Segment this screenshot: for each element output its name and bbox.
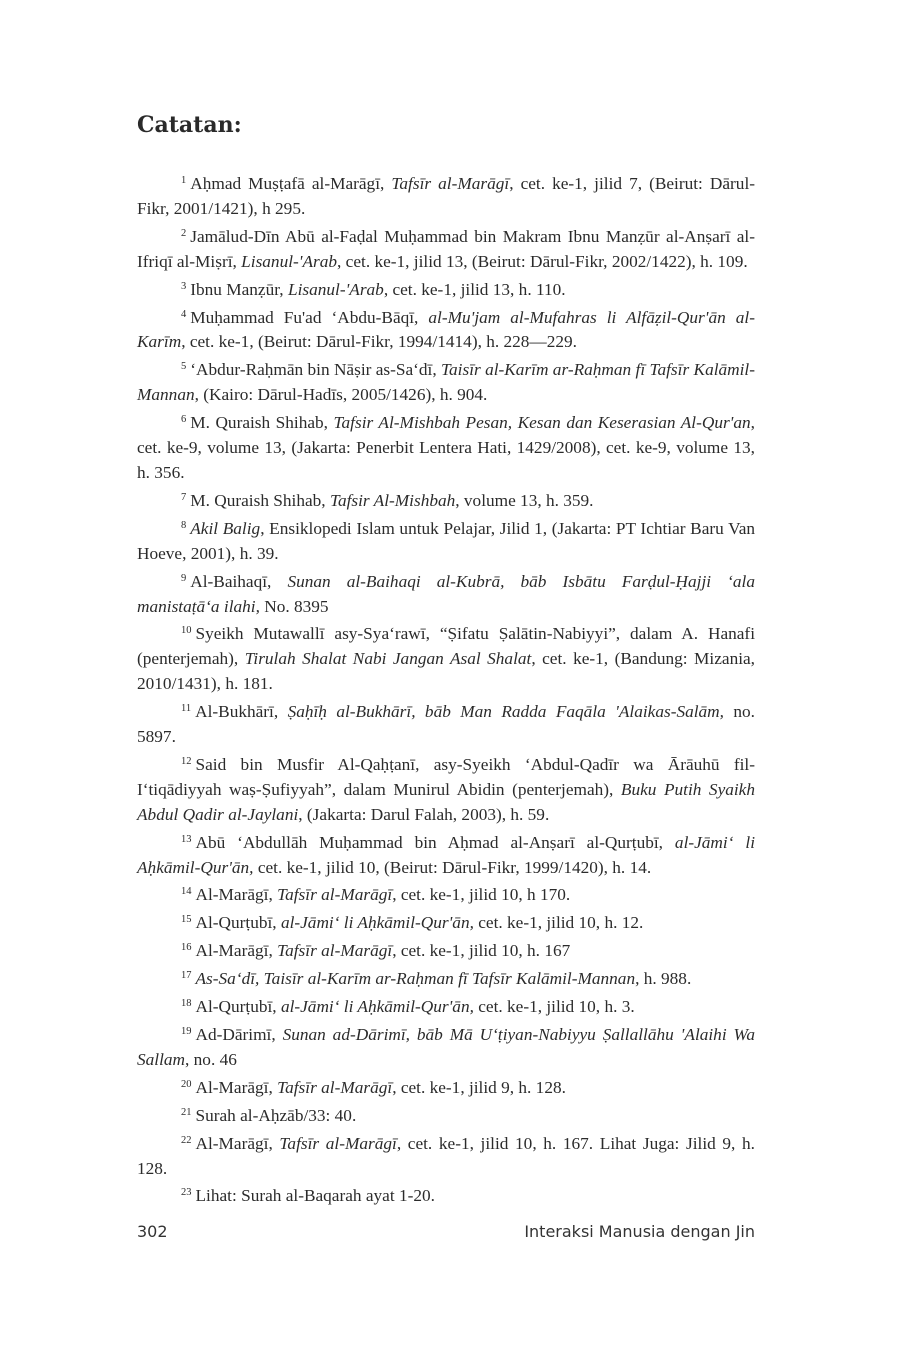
footnote-text: Jamālud-Dīn Abū al-Faḍal Muḥammad bin Makram Ibnu Manẓūr al-Anṣarī al-Ifriqī al-Miṣrī,: [137, 226, 755, 271]
running-title: Interaksi Manusia dengan Jin: [524, 1222, 755, 1241]
footnote-title: al-Jāmi‘ li Aḥkāmil-Qur'ān,: [137, 832, 755, 877]
footnote-text: , Ensiklopedi Islam untuk Pelajar, Jilid 1, (Jakarta: PT Ichtiar Baru Van Hoeve, 2001), h. 39.: [137, 518, 755, 563]
footnote: [137, 880, 755, 908]
footnote-text: Ibnu Manẓūr,: [190, 279, 288, 299]
footnotes-list: [137, 169, 755, 1209]
footnote-title: al-Mu'jam al-Mufahras li Alfāẓil-Qur'ān al-Karīm: [137, 307, 755, 352]
footnote-text: , cet. ke-9, volume 13, (Jakarta: Penerbit Lentera Hati, 1429/2008), cet. ke-9, volume 13, h. 356.: [137, 413, 755, 482]
footnote-number: 3: [181, 280, 187, 292]
footnote: [137, 992, 755, 1020]
footnote-text: , cet. ke-1, jilid 7, (Beirut: Dārul-Fikr, 2001/1421), h 295.: [137, 174, 755, 218]
footnote: [137, 486, 755, 514]
footnote: [137, 169, 755, 222]
footnote-number: 13: [181, 833, 192, 845]
footnote-number: 4: [181, 308, 187, 320]
footnote-number: 11: [181, 703, 192, 715]
footnote-title: Lisanul-'Arab: [241, 251, 338, 271]
footnote-text: , (Kairo: Dārul-Hadīs, 2005/1426), h. 904.: [194, 385, 488, 405]
footnote-text: M. Quraish Shihab,: [190, 490, 330, 510]
section-heading: Catatan:: [137, 112, 242, 138]
footnote-text: , (Jakarta: Darul Falah, 2003), h. 59.: [298, 804, 550, 824]
footnote-text: , cet. ke-1, jilid 13, (Beirut: Dārul-Fikr, 2002/1422), h. 109.: [337, 251, 748, 271]
footnote-number: 8: [181, 519, 187, 531]
footnote-text: , cet. ke-1, (Beirut: Dārul-Fikr, 1994/1414), h. 228—229.: [181, 332, 577, 352]
footnote: [137, 1129, 755, 1182]
footnote-number: 22: [181, 1134, 192, 1146]
footnote: [137, 697, 755, 750]
footnote-text: , cet. ke-1, jilid 10, h. 167: [392, 941, 571, 961]
footnote-text: Lihat: Surah al-Baqarah ayat 1-20.: [195, 1186, 435, 1206]
footnote: [137, 1101, 755, 1129]
footnote-text: , volume 13, h. 359.: [455, 490, 594, 510]
footnote: [137, 303, 755, 356]
footnote-text: Al-Qurṭubī,: [195, 913, 281, 933]
footnote: [137, 1020, 755, 1073]
footnote-title: Tafsīr al-Marāgī: [277, 885, 393, 905]
footnote-number: 21: [181, 1106, 192, 1118]
footnote: [137, 275, 755, 303]
footnote-number: 10: [181, 625, 192, 637]
footnote-title: Tafsīr al-Marāgī: [277, 1077, 393, 1097]
footnote-text: , cet. ke-1, jilid 13, h. 110.: [383, 279, 566, 299]
footnote-text: cet. ke-1, jilid 10, (Beirut: Dārul-Fikr, 1999/1420), h. 14.: [253, 857, 652, 877]
footnote-title: Taisīr al-Karīm ar-Raḥman fī Tafsīr Kalāmil-Mannan: [137, 360, 755, 405]
footnote-number: 5: [181, 361, 187, 373]
footnote-text: Al-Baihaqī,: [190, 571, 288, 591]
footnote-title: Tirulah Shalat Nabi Jangan Asal Shalat: [244, 649, 532, 669]
footnote-title: Lisanul-'Arab: [287, 279, 384, 299]
footnote-title: al-Jāmi‘ li Aḥkāmil-Qur'ān,: [280, 913, 474, 933]
footnote-text: , h. 988.: [635, 969, 692, 989]
footnote: [137, 750, 755, 828]
footnote-text: M. Quraish Shihab,: [190, 413, 334, 433]
footnote-title: Tafsir Al-Mishbah Pesan, Kesan dan Keserasian Al-Qur'an: [333, 413, 751, 433]
footnote-text: , cet. ke-1, jilid 9, h. 128.: [392, 1077, 566, 1097]
page-footer: [137, 1222, 755, 1244]
footnote-title: Akil Balig: [190, 518, 261, 538]
footnote-number: 20: [181, 1078, 192, 1090]
footnote-title: Tafsīr al-Marāgī: [391, 174, 510, 193]
footnote-title: Sunan al-Baihaqi al-Kubrā, bāb Isbātu Farḍul-Ḥajji ‘ala manistaṭā‘a ilahi,: [137, 571, 755, 616]
footnote-number: 17: [181, 970, 192, 982]
footnote-number: 16: [181, 942, 192, 954]
footnote-number: 1: [181, 175, 187, 186]
footnote-number: 14: [181, 886, 192, 898]
footnote-text: , cet. ke-1, jilid 10, h 170.: [392, 885, 571, 905]
footnote-title: Sunan ad-Dārimī, bāb Mā U‘ṭiyan-Nabiyyu Ṣallallāhu 'Alaihi Wa Sallam: [137, 1025, 755, 1069]
footnote-text: cet. ke-1, jilid 10, h. 3.: [473, 997, 635, 1017]
footnote: [137, 567, 755, 620]
footnote-text: Al-Marāgī,: [195, 885, 278, 905]
footnote-text: Al-Qurṭubī,: [195, 997, 281, 1017]
footnote-number: 18: [181, 998, 192, 1010]
footnote-text: Al-Marāgī,: [195, 1077, 278, 1097]
footnote-number: 2: [181, 227, 187, 239]
footnote: [137, 619, 755, 697]
footnote-text: Al-Bukhārī,: [195, 702, 288, 722]
footnote-number: 6: [181, 414, 187, 426]
footnote-number: 19: [181, 1026, 192, 1037]
footnote-number: 7: [181, 491, 187, 503]
footnote-title: al-Jāmi‘ li Aḥkāmil-Qur'ān,: [280, 997, 474, 1017]
footnote-text: Ad-Dārimī,: [195, 1025, 283, 1044]
footnote-text: No. 8395: [259, 596, 329, 616]
footnote-text: , cet. ke-1, jilid 10, h. 167. Lihat Juga: Jilid 9, h. 128.: [137, 1133, 755, 1178]
footnote-number: 15: [181, 914, 192, 926]
footnote: [137, 908, 755, 936]
footnote: [137, 936, 755, 964]
footnote-text: Al-Marāgī,: [195, 941, 278, 961]
footnote-title: Tafsīr al-Marāgī: [279, 1133, 397, 1153]
footnote: [137, 1181, 755, 1209]
footnote-text: cet. ke-1, jilid 10, h. 12.: [473, 913, 644, 933]
footnote: [137, 222, 755, 275]
footnote: [137, 355, 755, 408]
footnote-text: Surah al-Aḥzāb/33: 40.: [195, 1105, 357, 1125]
footnote-text: ‘Abdur-Raḥmān bin Nāṣir as-Sa‘dī,: [190, 360, 442, 380]
footnote-number: 23: [181, 1187, 192, 1199]
footnote-text: Syeikh Mutawallī asy-Sya‘rawī, “Ṣifatu Ṣalātin-Nabiyyi”, dalam A. Hanafi (penterjemah),: [137, 624, 755, 669]
footnote-title: Tafsir Al-Mishbah: [329, 490, 456, 510]
footnote-number: 12: [181, 755, 192, 767]
footnote-text: Aḥmad Muṣṭafā al-Marāgī,: [190, 174, 392, 193]
footnote-number: 9: [181, 572, 187, 584]
footnote-title: Tafsīr al-Marāgī: [277, 941, 393, 961]
footnote-text: , cet. ke-1, (Bandung: Mizania, 2010/1431), h. 181.: [137, 649, 755, 694]
footnote: [137, 408, 755, 486]
footnote-text: Muḥammad Fu'ad ‘Abdu-Bāqī,: [190, 307, 429, 327]
footnote-title: Ṣaḥīḥ al-Bukhārī, bāb Man Radda Faqāla 'Alaikas-Salām,: [287, 702, 724, 722]
footnote-text: , no. 46: [185, 1049, 237, 1069]
footnote-text: no. 5897.: [137, 702, 755, 747]
footnote: [137, 964, 755, 992]
footnote-title: Buku Putih Syaikh Abdul Qadir al-Jaylani: [137, 779, 755, 824]
footnote-title: As-Sa‘dī, Taisīr al-Karīm ar-Raḥman fī Tafsīr Kalāmil-Mannan: [195, 969, 636, 989]
page-number: 302: [137, 1222, 168, 1241]
footnote-text: Said bin Musfir Al-Qaḥṭanī, asy-Syeikh ‘Abdul-Qadīr wa Ārāuhū fil-I‘tiqādiyyah waṣ-Ṣufiyyah”, dalam Munirul Abidin (penterjemah),: [137, 754, 755, 799]
footnote: [137, 828, 755, 881]
footnote: [137, 514, 755, 567]
footnote-text: Abū ‘Abdullāh Muḥammad bin Aḥmad al-Anṣarī al-Qurṭubī,: [195, 832, 675, 852]
footnote: [137, 1073, 755, 1101]
footnote-text: Al-Marāgī,: [195, 1133, 280, 1153]
